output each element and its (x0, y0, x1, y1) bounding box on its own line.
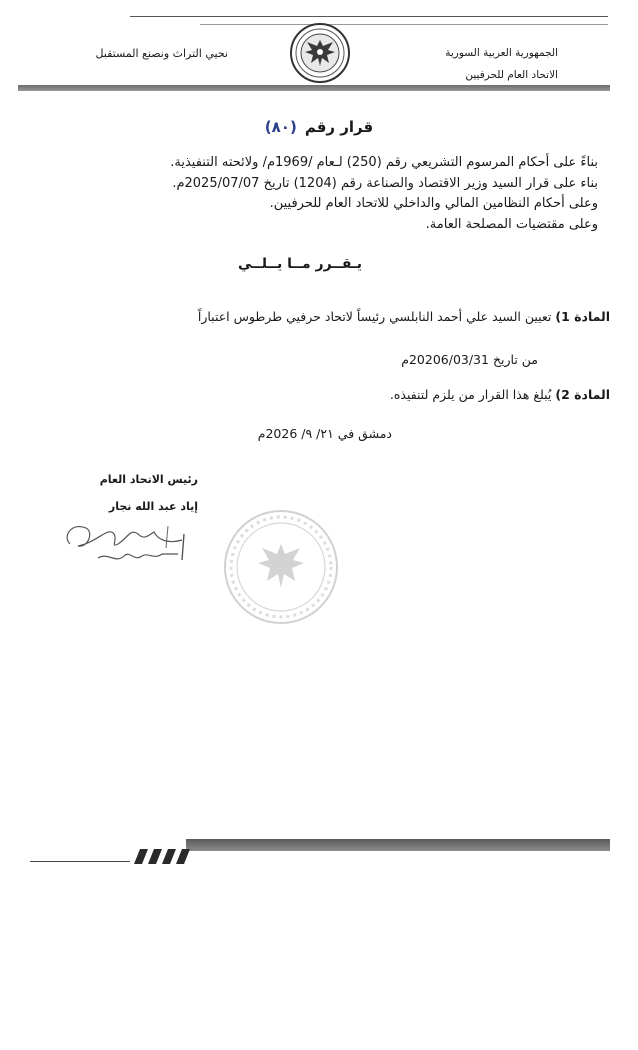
decision-title-label: قرار رقم (304, 118, 374, 136)
header-slogan: نحيي التراث ونصنع المستقبل (95, 47, 228, 60)
eagle-emblem-icon (289, 22, 351, 84)
signatory-name: إياد عبد الله نجار (108, 500, 198, 513)
header-org: الاتحاد العام للحرفيين (465, 69, 558, 81)
article-1-label: المادة 1) (555, 309, 610, 324)
decision-title (0, 118, 638, 136)
footer-rule (186, 839, 610, 851)
header-org-block (358, 42, 558, 86)
handwritten-signature (58, 514, 198, 572)
article-1-continuation: من تاريخ 20206/03/31م (401, 352, 538, 367)
preamble-line: وعلى مقتضيات المصلحة العامة. (425, 216, 598, 232)
footer-line (30, 861, 130, 862)
header-top-line (130, 16, 608, 17)
header-rule (18, 85, 610, 91)
header-top-line-secondary (200, 24, 608, 25)
article-1-text: تعيين السيد علي أحمد النابلسي رئيساً لاتحاد حرفيي طرطوس اعتباراً (197, 309, 556, 324)
article-2 (30, 387, 610, 402)
article-1 (30, 309, 610, 324)
footer-stripes (128, 849, 190, 864)
preamble-line: بناء على قرار السيد وزير الاقتصاد والصناعة رقم (1204) تاريخ 2025/07/07م. (172, 175, 598, 191)
decides-heading: يـقــرر مــا يــلــي (238, 256, 362, 272)
article-2-label: المادة 2) (555, 387, 610, 402)
preamble-line: بناءً على أحكام المرسوم التشريعي رقم (250) لـعام /1969م/ ولائحته التنفيذية. (170, 155, 598, 170)
date-line: دمشق في ٢١/ ٩/ 2026م (257, 426, 392, 441)
decision-number: (٨٠) (264, 118, 297, 136)
header-country: الجمهورية العربية السورية (445, 47, 558, 59)
preamble-line: وعلى أحكام النظامين المالي والداخلي للاتحاد العام للحرفيين. (269, 196, 598, 211)
signatory-title: رئيس الاتحاد العام (99, 473, 198, 486)
article-2-text: يُبلغ هذا القرار من يلزم لتنفيذه. (389, 387, 556, 402)
official-stamp-icon (222, 508, 340, 626)
preamble (38, 153, 598, 235)
